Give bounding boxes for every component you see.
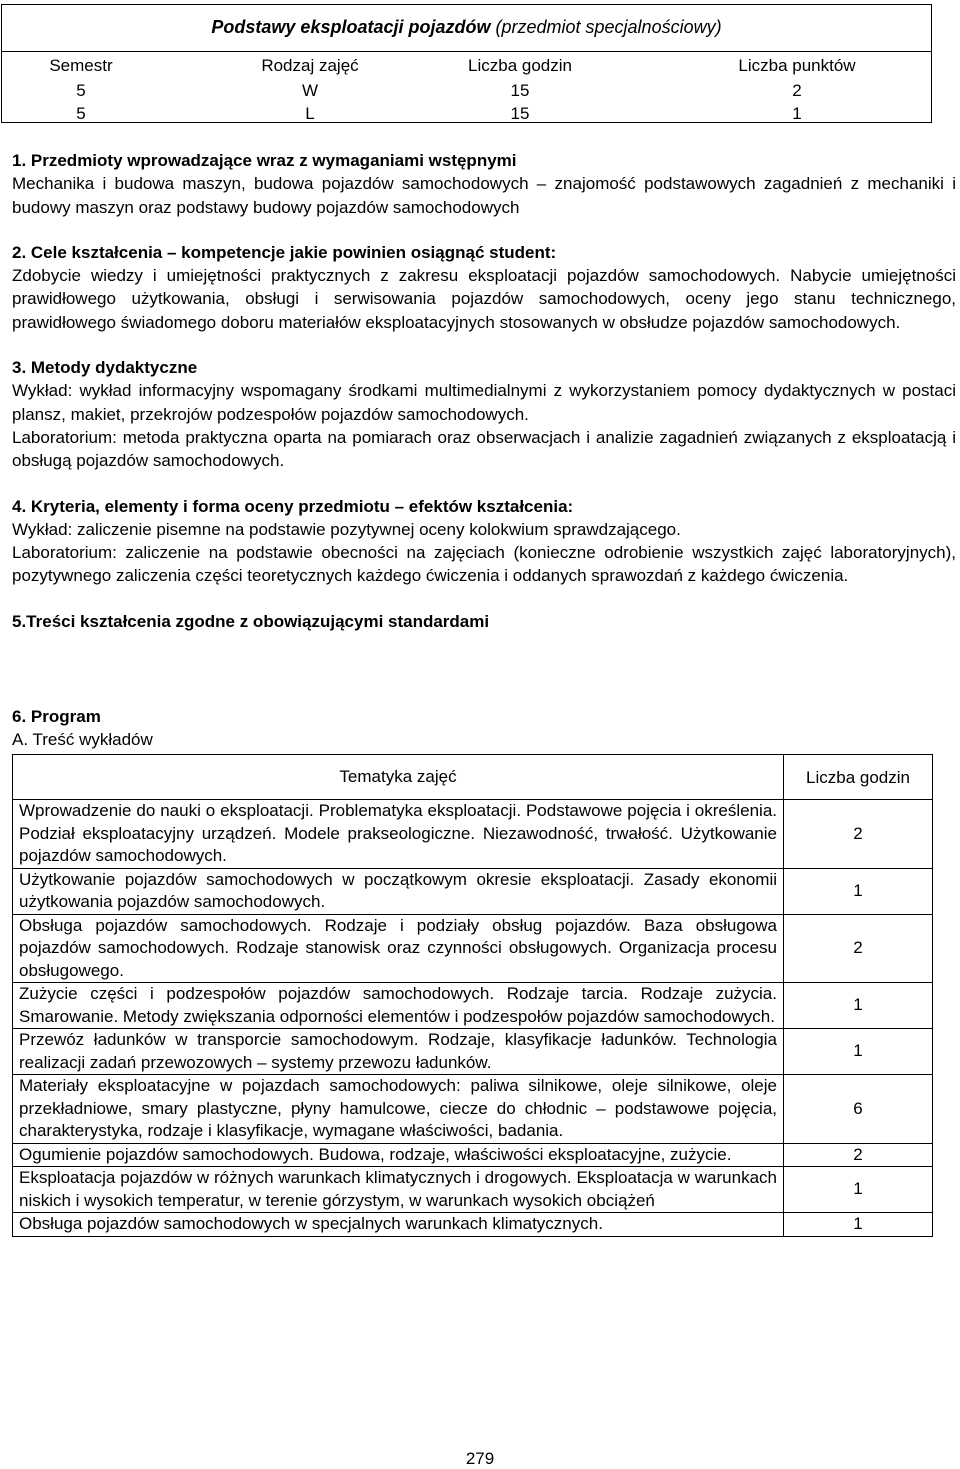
table-row — [13, 1213, 933, 1237]
section-paragraph: Zdobycie wiedzy i umiejętności praktycznych z zakresu eksploatacji pojazdów samochodowych. Nabycie umiejętności prawidłowego użytkowania, obsługi i serwisowania pojazdów samochodowych, oceny jego stanu technicznego, prawidłowego świadomego doboru materiałów eksploatacyjnych stosowanych w obsłudze pojazdów samochodowych. — [12, 266, 956, 332]
topic-cell: Zużycie części i podzespołów pojazdów samochodowych. Rodzaje tarcia. Rodzaje zużycia. Smarowanie. Metody zwiększania odporności elementów i podzespołów pojazdów samochodowych. — [13, 983, 784, 1029]
page-number: 279 — [465, 1449, 495, 1468]
cell-hours: 15 — [510, 104, 530, 123]
hours-cell: 2 — [784, 914, 933, 983]
topic-cell: Eksploatacja pojazdów w różnych warunkach klimatycznych i drogowych. Eksploatacja w warunkach niskich i wysokich temperatur, w terenie górzystym, w warunkach wysokich obciążeń — [13, 1167, 784, 1213]
program-subtitle: A. Treść wykładów — [12, 730, 153, 750]
section-methods — [12, 356, 956, 472]
table-row — [13, 1029, 933, 1075]
hours-column-header: Liczba godzin — [784, 755, 933, 800]
cell-semester: 5 — [76, 104, 86, 123]
table-row — [13, 1143, 933, 1167]
hours-cell: 6 — [784, 1075, 933, 1144]
hours-cell: 2 — [784, 800, 933, 869]
table-row — [13, 1075, 933, 1144]
topic-cell: Ogumienie pojazdów samochodowych. Budowa, rodzaje, właściwości eksploatacyjne, zużycie. — [13, 1143, 784, 1167]
column-header-semester: Semestr — [49, 56, 113, 75]
hours-cell: 2 — [784, 1143, 933, 1167]
section-paragraph: Laboratorium: zaliczenie na podstawie obecności na zajęciach (konieczne odrobienie wszystkich zajęć laboratoryjnych), pozytywnego zaliczenia części teoretycznych każdego ćwiczenia i oddanych sprawozdań z każdego ćwiczenia. — [12, 543, 956, 586]
hours-cell: 1 — [784, 1213, 933, 1237]
table-row — [13, 983, 933, 1029]
course-header-box — [1, 4, 932, 123]
syllabus-body — [12, 149, 956, 633]
hours-cell: 1 — [784, 983, 933, 1029]
section-heading: 4. Kryteria, elementy i forma oceny przedmiotu – efektów kształcenia: — [12, 496, 574, 516]
cell-hours: 15 — [510, 81, 530, 100]
section-paragraph: Mechanika i budowa maszyn, budowa pojazdów samochodowych – znajomość podstawowych zagadnień z mechaniki i budowy maszyn oraz podstawy budowy pojazdów samochodowych — [12, 174, 956, 217]
topic-cell: Przewóz ładunków w transporcie samochodowym. Rodzaje, klasyfikacje ładunków. Technologia realizacji zadań przewozowych – systemy przewozu ładunków. — [13, 1029, 784, 1075]
program-heading-block — [12, 705, 153, 752]
section-paragraph: Wykład: wykład informacyjny wspomagany środkami multimedialnymi z wykorzystaniem pomocy dydaktycznych w postaci plansz, makiet, przekrojów podzespołów pojazdów samochodowych. — [12, 381, 956, 424]
section-paragraph: Wykład: zaliczenie pisemne na podstawie pozytywnej oceny kolokwium sprawdzającego. — [12, 519, 681, 539]
section-heading: 5.Treści kształcenia zgodne z obowiązującymi standardami — [12, 611, 490, 631]
topic-column-header: Tematyka zajęć — [13, 755, 784, 800]
cell-class-type: W — [301, 81, 319, 100]
table-row — [13, 868, 933, 914]
topic-cell: Materiały eksploatacyjne w pojazdach samochodowych: paliwa silnikowe, oleje silnikowe, oleje przekładniowe, smary plastyczne, płyny hamulcowe, ciecze do chłodnic – podstawowe pojęcia, charakterystyka, rodzaje i klasyfikacje, wymagane właściwości, badania. — [13, 1075, 784, 1144]
course-title — [2, 17, 931, 38]
table-row — [13, 914, 933, 983]
lecture-topics-table — [12, 754, 933, 1237]
column-header-points: Liczba punktów — [738, 56, 856, 75]
table-header-row — [13, 755, 933, 800]
hours-cell: 1 — [784, 1167, 933, 1213]
cell-class-type: L — [305, 104, 315, 123]
table-row — [13, 800, 933, 869]
topic-cell: Obsługa pojazdów samochodowych. Rodzaje i podziały obsług pojazdów. Baza obsługowa pojazdów samochodowych. Rodzaje stanowisk oraz czynności obsługowych. Organizacja procesu obsługowego. — [13, 914, 784, 983]
cell-semester: 5 — [76, 81, 86, 100]
header-divider — [2, 51, 931, 52]
course-note: (przedmiot specjalnościowy) — [495, 17, 722, 37]
cell-points: 2 — [792, 81, 802, 100]
section-heading: 2. Cele kształcenia – kompetencje jakie powinien osiągnąć student: — [12, 242, 557, 262]
cell-points: 1 — [792, 104, 802, 123]
table-row — [13, 1167, 933, 1213]
course-subject: Podstawy eksploatacji pojazdów — [211, 17, 491, 37]
section-standards — [12, 610, 956, 633]
column-header-hours: Liczba godzin — [468, 56, 572, 75]
hours-cell: 1 — [784, 868, 933, 914]
topic-cell: Wprowadzenie do nauki o eksploatacji. Problematyka eksploatacji. Podstawowe pojęcia i określenia. Podział eksploatacyjny urządzeń. Modele prakseologiczne. Niezawodność, trwałość. Użytkowanie pojazdów samochodowych. — [13, 800, 784, 869]
section-paragraph: Laboratorium: metoda praktyczna oparta na pomiarach oraz obserwacjach i analizie zagadnień związanych z eksploatacją i obsługą pojazdów samochodowych. — [12, 427, 956, 471]
column-header-class-type: Rodzaj zajęć — [261, 56, 359, 75]
section-heading: 1. Przedmioty wprowadzające wraz z wymaganiami wstępnymi — [12, 151, 517, 170]
program-title: 6. Program — [12, 707, 101, 726]
topic-cell: Obsługa pojazdów samochodowych w specjalnych warunkach klimatycznych. — [13, 1213, 784, 1237]
topic-cell: Użytkowanie pojazdów samochodowych w początkowym okresie eksploatacji. Zasady ekonomii użytkowania pojazdów samochodowych. — [13, 868, 784, 914]
section-assessment — [12, 495, 956, 588]
section-goals — [12, 241, 956, 334]
hours-cell: 1 — [784, 1029, 933, 1075]
section-heading: 3. Metody dydaktyczne — [12, 358, 198, 378]
section-prerequisites — [12, 149, 956, 219]
